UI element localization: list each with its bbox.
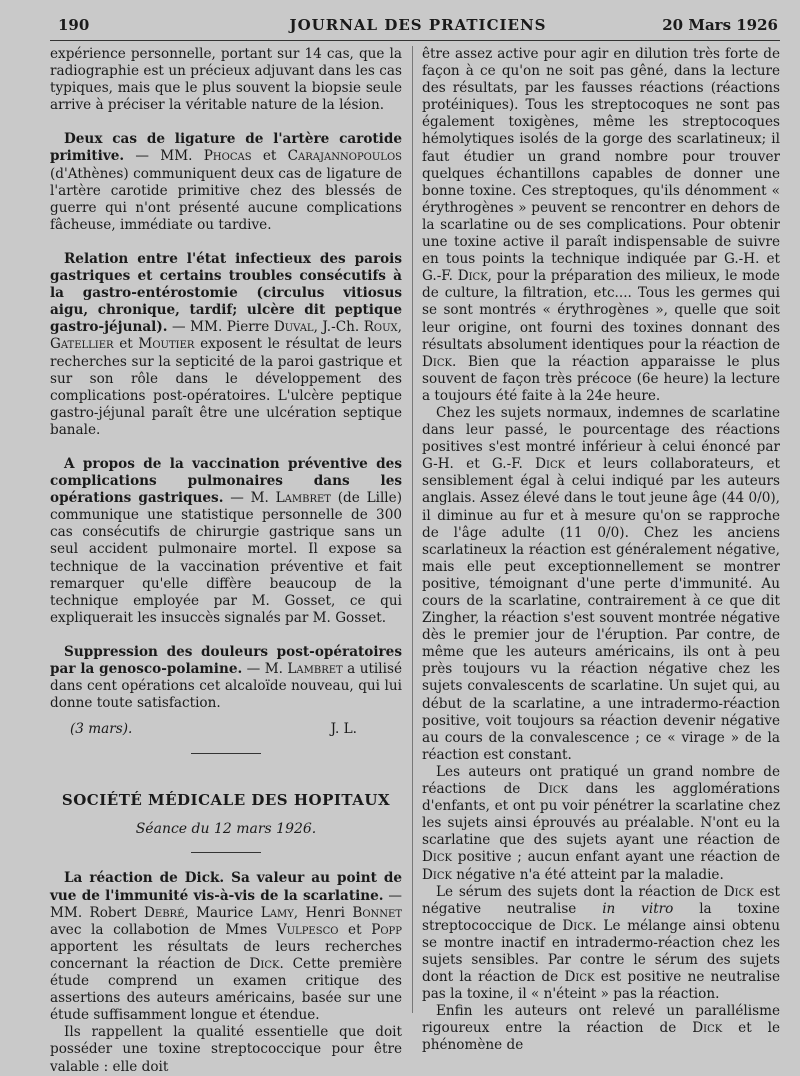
society-heading: SOCIÉTÉ MÉDICALE DES HOPITAUX [61,791,391,810]
paragraph: Le sérum des sujets dont la réaction de Dick est négative neutralise in vitro la toxine streptococcique de Dick. Le mélange ainsi obtenu se montre inactif en intradermo-réaction chez les sujets sensibles. Par contre le sérum des sujets dont la réaction de Dick est positive ne neutralise pas la toxine, il « n'éteint » pas la réaction. [422,883,781,1003]
section-carotide: Deux cas de ligature de l'artère carotide primitive. — MM. Phocas et Carajannopoulos (d'Athènes) communiquent deux cas de ligature de l'artère carotide primitive chez des blessés de guerre qui n'ont présenté aucune complications fâcheuse, immédiate ou tardive. [50,131,402,233]
author-name: Dick [422,849,452,866]
page-number: 190 [58,16,90,34]
author-name: Duval [273,319,314,336]
seance-date: Séance du 12 mars 1926. [135,821,317,838]
paragraph: Les auteurs ont pratiqué un grand nombre de réactions de Dick dans les agglomérations d'enfants, et ont pu voir pénétrer la scarlatine chez les sujets ainsi éprouvés au préalable. N'ont eu la scarlatine que des sujets ayant une réaction de Dick positive ; aucun enfant ayant une réaction de Dick négative n'a été atteint par la maladie. [422,763,780,883]
author-name: Dick [723,883,754,900]
section-vaccination: A propos de la vaccination préventive des complications pulmonaires dans les opérations gastriques. — M. Lambret (de Lille) communique une statistique personnelle de 300 cas consécutifs de chirurgie gastrique sans un seul accident pulmonaire mortel. Il expose sa technique de la vaccination préventive et fait remarquer qu'elle diffère beaucoup de la technique employée par M. Gosset, ce qui expliquerait les insuccès signalés par M. Gosset. [50,455,402,626]
latin-term: in vitro [602,900,674,917]
author-name: Bonnet [352,904,402,921]
paragraph: Chez les sujets normaux, indemnes de scarlatine dans leur passé, le pourcentage des réactions positives s'est montré inférieur à celui énoncé par G-H. et G.-F. Dick et leurs collaborateurs, et sensiblement égal à celui indiqué par les auteurs anglais. Assez élevé dans le tout jeune âge (44 0/0), il diminue au fur et à mesure qu'on se rapproche de l'âge adulte (11 0/0). Chez les anciens scarlatineux la réaction est généralement négative, mais elle peut exceptionnellement se montrer positive, témoignant d'une perte d'immunité. Au cours de la scarlatine, contrairement à ce que dit Zingher, la réaction s'est souvent montrée négative dès le premier jour de l'éruption. Par contre, de même que les auteurs américains, ils ont à peu près toujours vu la réaction négative chez les sujets convalescents de scarlatine. Un sujet qui, au début de la scarlatine, a une intradermo-réaction positive, voit toujours sa réaction devenir négative au cours de la convalescence ; ce « virage » de la réaction est constant. [422,404,780,763]
separator [191,753,261,754]
paragraph: expérience personnelle, portant sur 14 cas, que la radiographie est un précieux adjuvant dans les cas typiques, mais que le plus souvent la biopsie seule arrive à préciser la véritable nature de la lésion. [50,46,402,114]
section-dick: La réaction de Dick. Sa valeur au point de vue de l'immunité vis-à-vis de la scarlatine. — MM. Robert Debré, Maurice Lamy, Henri Bonnet avec la collabotion de Mmes Vulpesco et Popp apportent les résultats de leurs recherches concernant la réaction de Dick. Cette première étude comprend un examen critique des assertions des auteurs américains, basée sur une étude suffisamment longue et étendue. [50,870,402,1024]
section-title: Suppression des douleurs post-opératoires par la genosco-polamine. [50,643,402,677]
left-column [50,46,402,1076]
author-name: Dick [537,781,568,798]
section-title: La réaction de Dick. Sa valeur au point de vue de l'immunité vis-à-vis de la scarlatine. [50,870,402,904]
author-name: Lambret [275,490,331,507]
paragraph: être assez active pour agir en dilution très forte de façon à ce qu'on ne soit pas gêné, dans la lecture des résultats, par les fausses réactions (réactions protéiniques). Tous les streptocoques ne sont pas également toxigènes, même les streptocoques hémolytiques isolés de la gorge des scarlatineux; il faut étudier un grand nombre pour trouver quelques échantillons capables de donner une bonne toxine. Ces streptoques, qu'ils dénomment « érythrogènes » peuvent se rencontrer en dehors de la scarlatine ou de ses complications. Pour obtenir une toxine active il paraît indispensable de suivre en tous points la technique indiquée par G.-H. et G.-F. Dick, pour la préparation des milieux, le mode de culture, la filtration, etc.... Tous les germes qui se sont montrés « érythrogènes », quelle que soit leur origine, ont fourni des toxines donnant des résultats absolument identiques pour la réaction de Dick. Bien que la réaction apparaisse le plus souvent de façon très précoce (6e heure) la lecture a toujours été faite à la 24e heure. [422,46,780,404]
signature-row [50,721,402,738]
section-title: A propos de la vaccination préventive des complications pulmonaires dans les opérations gastriques. [50,455,402,507]
report-date: (3 mars). [70,721,133,738]
author-name: Vulpesco [276,921,339,938]
section-title: Relation entre l'état infectieux des parois gastriques et certains troubles consécutifs à la gastro-entérostomie (circulus vitiosus aigu, chronique, tardif; ulcère dit peptique gastro-jéjunal). [50,250,402,336]
author-name: Carajannopoulos [287,148,402,165]
author-name: Dick [535,456,566,473]
author-name: Lamy [260,904,294,921]
author-name: Dick [562,917,593,934]
paragraph: Ils rappellent la qualité essentielle que doit posséder une toxine streptococcique pour être valable : elle doit [50,1024,402,1075]
author-name: Dick [692,1020,723,1037]
issue-date: 20 Mars 1926 [662,16,778,34]
page-header [58,16,778,40]
paragraph: Enfin les auteurs ont relevé un parallélisme rigoureux entre la réaction de Dick et le phénomène de [422,1003,780,1054]
author-name: Popp [371,921,402,938]
author-name: Lambret [287,661,343,677]
column-divider [412,46,413,1013]
author-name: Dick [564,969,595,986]
author-name: Dick [249,955,280,972]
author-name: Roux [363,319,398,336]
author-name: Dick [422,353,452,370]
author-name: Phocas [203,148,252,165]
author-initials: J. L. [330,721,357,738]
author-name: Gatellier [50,336,114,353]
right-column [422,46,780,1055]
section-title: Deux cas de ligature de l'artère carotide primitive. [50,131,402,165]
author-name: Dick [422,866,452,883]
section-douleurs: Suppression des douleurs post-opératoires par la genosco-polamine. — M. Lambret a utilisé dans cent opérations cet alcaloïde nouveau, qui lui donne toute satisfaction. [50,643,402,712]
section-gastrique: Relation entre l'état infectieux des parois gastriques et certains troubles consécutifs à la gastro-entérostomie (circulus vitiosus aigu, chronique, tardif; ulcère dit peptique gastro-jéjunal). — MM. Pierre Duval, J.-Ch. Roux, Gatellier et Moutier exposent le résultat de leurs recherches sur la septicité de la paroi gastrique et sur son rôle dans le développement des complications post-opératoires. L'ulcère peptique gastro-jéjunal paraît être une ulcération septique banale. [50,250,402,438]
author-name: Dick [457,268,488,285]
journal-title: JOURNAL DES PRATICIENS [289,16,547,34]
author-name: Moutier [138,336,195,353]
separator [191,852,261,853]
header-rule [50,40,780,41]
author-name: Debré [144,904,185,921]
